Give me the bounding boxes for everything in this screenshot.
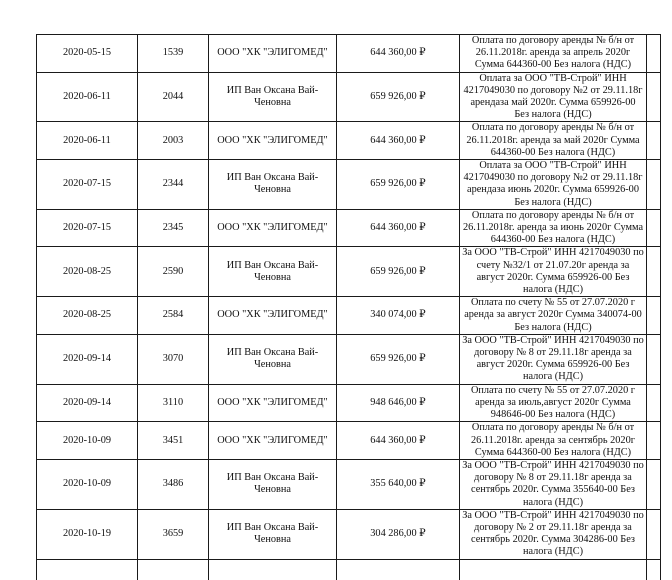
payment-number: 2590: [138, 247, 209, 297]
payment-date: 2020-08-25: [37, 297, 138, 335]
payment-number: 3659: [138, 509, 209, 559]
payment-purpose: За ООО "ТВ-Строй" ИНН 4217049030 по договору № 8 от 29.11.18г аренда за август 2020г. Сумма 659926-00 Без налога (НДС): [460, 334, 647, 384]
payer-name: ООО "ХК "ЭЛИГОМЕД": [209, 35, 337, 73]
payer-name: ООО "ХК "ЭЛИГОМЕД": [209, 122, 337, 160]
payment-date: 2020-09-14: [37, 334, 138, 384]
empty-cell: [37, 559, 138, 580]
payment-purpose: Оплата по договору аренды № б/н от 26.11.2018г. аренда за июнь 2020г Сумма 644360-00 Без налога (НДС): [460, 209, 647, 247]
table-row: [37, 459, 661, 509]
blank-cell: [647, 72, 661, 122]
table-row: [37, 122, 661, 160]
payer-name: ООО "ХК "ЭЛИГОМЕД": [209, 384, 337, 422]
payment-purpose: Оплата по договору аренды № б/н от 26.11.2018г. аренда за май 2020г Сумма 644360-00 Без налога (НДС): [460, 122, 647, 160]
payment-amount: 659 926,00 ₽: [337, 334, 460, 384]
payer-name: ИП Ван Оксана Вай-Ченовна: [209, 459, 337, 509]
payment-date: 2020-06-11: [37, 122, 138, 160]
payment-purpose: За ООО "ТВ-Строй" ИНН 4217049030 по счету №32/1 от 21.07.20г аренда за август 2020г. Сумма 659926-00 Без налога (НДС): [460, 247, 647, 297]
payer-name: ИП Ван Оксана Вай-Ченовна: [209, 160, 337, 210]
blank-cell: [647, 509, 661, 559]
empty-cell: [647, 559, 661, 580]
payment-amount: 644 360,00 ₽: [337, 122, 460, 160]
payment-amount: 304 286,00 ₽: [337, 509, 460, 559]
payer-name: ООО "ХК "ЭЛИГОМЕД": [209, 297, 337, 335]
empty-cell: [460, 559, 647, 580]
payment-number: 2003: [138, 122, 209, 160]
blank-cell: [647, 297, 661, 335]
payment-amount: 659 926,00 ₽: [337, 160, 460, 210]
payment-number: 1539: [138, 35, 209, 73]
payment-purpose: За ООО "ТВ-Строй" ИНН 4217049030 по договору № 8 от 29.11.18г аренда за сентябрь 2020г. Сумма 355640-00 Без налога (НДС): [460, 459, 647, 509]
payment-purpose: Оплата по договору аренды № б/н от 26.11.2018г. аренда за сентябрь 2020г Сумма 644360-00 Без налога (НДС): [460, 422, 647, 460]
payment-number: 2344: [138, 160, 209, 210]
blank-cell: [647, 422, 661, 460]
blank-cell: [647, 384, 661, 422]
payment-purpose: Оплата по счету № 55 от 27.07.2020 г аренда за август 2020г Сумма 340074-00 Без налога (НДС): [460, 297, 647, 335]
payment-amount: 355 640,00 ₽: [337, 459, 460, 509]
payment-date: 2020-08-25: [37, 247, 138, 297]
blank-cell: [647, 209, 661, 247]
payment-amount: 644 360,00 ₽: [337, 35, 460, 73]
payer-name: ИП Ван Оксана Вай-Ченовна: [209, 72, 337, 122]
payment-purpose: Оплата по счету № 55 от 27.07.2020 г аренда за июль,август 2020г Сумма 948646-00 Без налога (НДС): [460, 384, 647, 422]
table-row: [37, 509, 661, 559]
blank-cell: [647, 334, 661, 384]
empty-cell: [138, 559, 209, 580]
payment-number: 3070: [138, 334, 209, 384]
table-row-partial: [37, 559, 661, 580]
payment-number: 3486: [138, 459, 209, 509]
payment-amount: 644 360,00 ₽: [337, 209, 460, 247]
table-row: [37, 422, 661, 460]
table-row: [37, 247, 661, 297]
payment-purpose: Оплата по договору аренды № б/н от 26.11.2018г. аренда за апрель 2020г Сумма 644360-00 Без налога (НДС): [460, 35, 647, 73]
blank-cell: [647, 459, 661, 509]
blank-cell: [647, 247, 661, 297]
blank-cell: [647, 122, 661, 160]
payment-date: 2020-06-11: [37, 72, 138, 122]
payment-amount: 340 074,00 ₽: [337, 297, 460, 335]
payer-name: ООО "ХК "ЭЛИГОМЕД": [209, 209, 337, 247]
table-row: [37, 209, 661, 247]
payment-number: 3451: [138, 422, 209, 460]
blank-cell: [647, 35, 661, 73]
table-row: [37, 72, 661, 122]
table-row: [37, 160, 661, 210]
payments-table: [36, 34, 661, 580]
payment-date: 2020-07-15: [37, 209, 138, 247]
table-row: [37, 334, 661, 384]
payer-name: ИП Ван Оксана Вай-Ченовна: [209, 334, 337, 384]
blank-cell: [647, 160, 661, 210]
empty-cell: [209, 559, 337, 580]
payment-amount: 659 926,00 ₽: [337, 247, 460, 297]
payment-number: 3110: [138, 384, 209, 422]
payment-date: 2020-05-15: [37, 35, 138, 73]
payment-date: 2020-10-09: [37, 459, 138, 509]
payer-name: ООО "ХК "ЭЛИГОМЕД": [209, 422, 337, 460]
payment-number: 2044: [138, 72, 209, 122]
payment-purpose: За ООО "ТВ-Строй" ИНН 4217049030 по договору № 2 от 29.11.18г аренда за сентябрь 2020г. Сумма 304286-00 Без налога (НДС): [460, 509, 647, 559]
payment-amount: 948 646,00 ₽: [337, 384, 460, 422]
payment-date: 2020-10-19: [37, 509, 138, 559]
payment-number: 2584: [138, 297, 209, 335]
table-row: [37, 35, 661, 73]
payment-purpose: Оплата за ООО "ТВ-Строй" ИНН 4217049030 по договору №2 от 29.11.18г арендаза май 2020г. Сумма 659926-00 Без налога (НДС): [460, 72, 647, 122]
empty-cell: [337, 559, 460, 580]
payment-date: 2020-07-15: [37, 160, 138, 210]
table-row: [37, 384, 661, 422]
payer-name: ИП Ван Оксана Вай-Ченовна: [209, 247, 337, 297]
payment-amount: 644 360,00 ₽: [337, 422, 460, 460]
payment-date: 2020-09-14: [37, 384, 138, 422]
table-row: [37, 297, 661, 335]
payment-number: 2345: [138, 209, 209, 247]
payment-amount: 659 926,00 ₽: [337, 72, 460, 122]
payer-name: ИП Ван Оксана Вай-Ченовна: [209, 509, 337, 559]
payment-purpose: Оплата за ООО "ТВ-Строй" ИНН 4217049030 по договору №2 от 29.11.18г арендаза июнь 2020г. Сумма 659926-00 Без налога (НДС): [460, 160, 647, 210]
payment-date: 2020-10-09: [37, 422, 138, 460]
